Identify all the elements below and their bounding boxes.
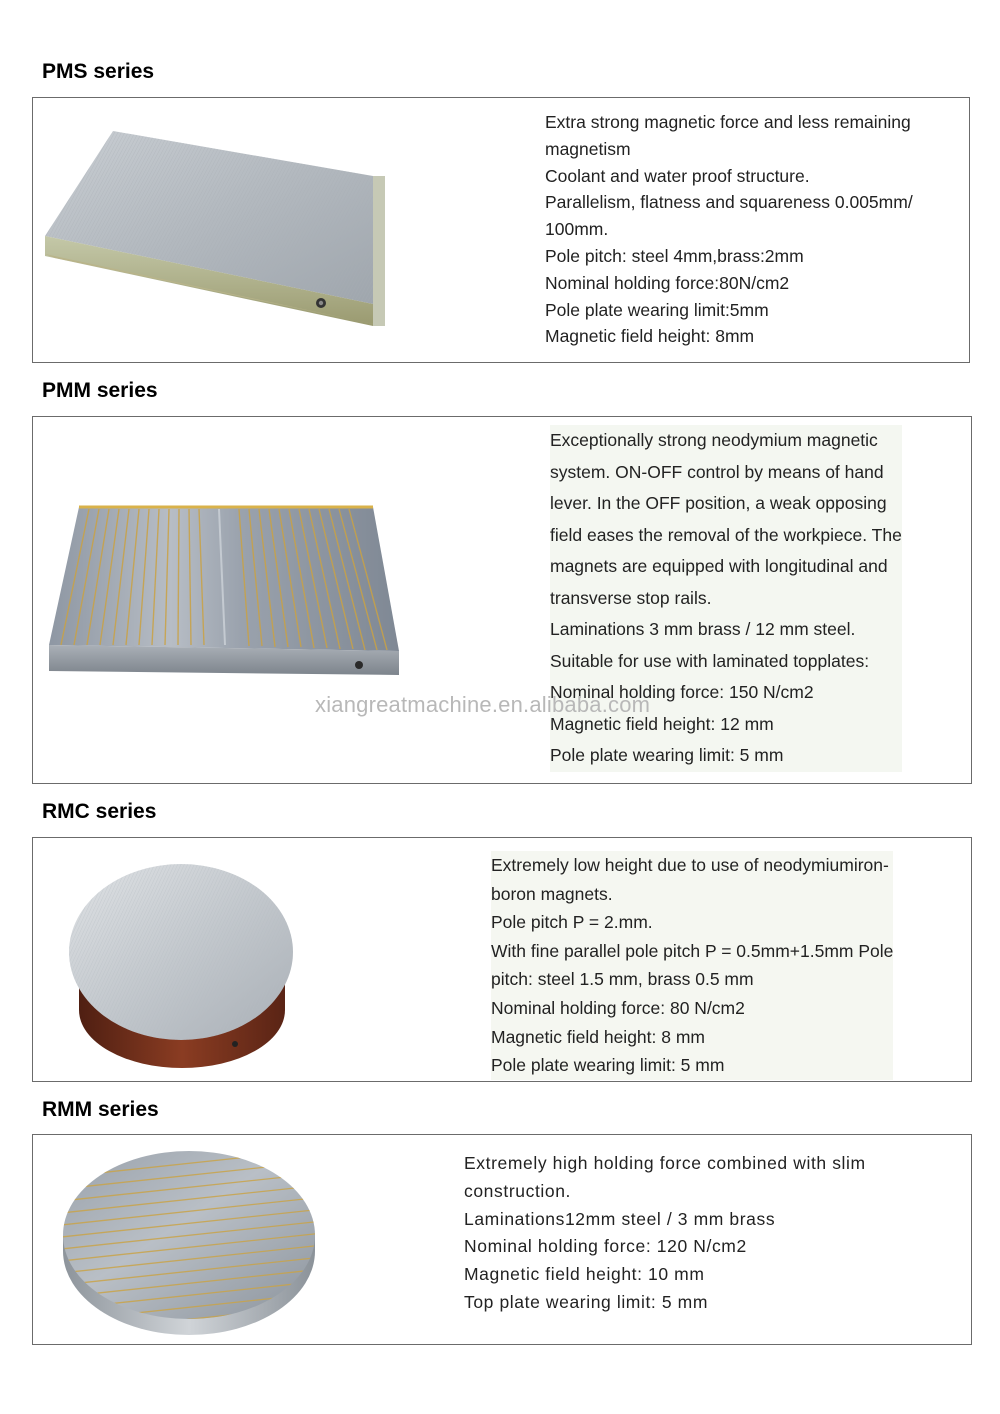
watermark: xiangreatmachine.en.alibaba.com (315, 692, 651, 717)
rmm-desc-line: Nominal holding force: 120 N/cm2 (464, 1236, 747, 1257)
rmm-chuck-image (61, 1147, 323, 1339)
pmm-desc-line: Magnetic field height: 12 mm (550, 713, 774, 734)
pmm-desc-line: Laminations 3 mm brass / 12 mm steel. (550, 619, 856, 639)
product-box-pms (32, 97, 970, 363)
pms-desc-line: Extra strong magnetic force and less remaining (545, 112, 911, 132)
rmc-desc-line: Magnetic field height: 8 mm (491, 1026, 705, 1047)
pmm-desc-line: lever. In the OFF position, a weak opposing (550, 493, 887, 513)
rmc-desc-line: pitch: steel 1.5 mm, brass 0.5 mm (491, 969, 754, 990)
product-box-rmm (32, 1134, 972, 1345)
rmm-description (464, 1150, 866, 1317)
pmm-desc-line: system. ON-OFF control by means of hand (550, 461, 884, 482)
pms-desc-line: Magnetic field height: 8mm (545, 326, 755, 347)
rmc-mounting-hole (232, 1041, 238, 1047)
rmc-desc-line: boron magnets. (491, 883, 613, 904)
rmc-desc-line: Extremely low height due to use of neodymiumiron- (491, 855, 889, 875)
rmm-desc-line: Laminations12mm steel / 3 mm brass (464, 1208, 776, 1229)
pms-desc-line: magnetism (545, 138, 631, 159)
rmc-desc-line: Pole pitch P = 2.mm. (491, 912, 653, 933)
pmm-desc-line: Exceptionally strong neodymium magnetic (550, 430, 878, 450)
section-title-rmm: RMM series (42, 1098, 159, 1121)
rmm-desc-line: Top plate wearing limit: 5 mm (464, 1291, 709, 1312)
rmm-desc-line: construction. (464, 1180, 572, 1201)
pmm-desc-line: transverse stop rails. (550, 587, 712, 608)
rmm-desc-line: Extremely high holding force combined with slim (464, 1153, 866, 1173)
rmc-desc-line: With fine parallel pole pitch P = 0.5mm+1.5mm Pole (491, 940, 894, 961)
rmm-desc-line: Magnetic field height: 10 mm (464, 1264, 705, 1285)
pmm-desc-line: Nominal holding force: 150 N/cm2 (550, 682, 814, 702)
pms-desc-line: Pole plate wearing limit:5mm (545, 299, 769, 320)
rmc-desc-line: Pole plate wearing limit: 5 mm (491, 1055, 725, 1076)
section-title-pms: PMS series (42, 60, 155, 83)
pmm-desc-line: magnets are equipped with longitudinal and (550, 556, 888, 576)
pmm-desc-line: Suitable for use with laminated topplates: (550, 650, 870, 671)
section-title-pmm: PMM series (42, 379, 158, 402)
section-title-rmc: RMC series (42, 800, 157, 823)
pms-description (545, 109, 913, 350)
rmc-chuck-image (67, 860, 297, 1070)
pmm-chuck-image (47, 503, 407, 678)
product-box-pmm (32, 416, 972, 784)
pms-desc-line: Pole pitch: steel 4mm,brass:2mm (545, 245, 804, 266)
pms-desc-line: Coolant and water proof structure. (545, 165, 810, 186)
pmm-description (550, 425, 902, 772)
pms-desc-line: 100mm. (545, 219, 609, 240)
pms-desc-line: Nominal holding force:80N/cm2 (545, 272, 790, 293)
rmc-desc-line: Nominal holding force: 80 N/cm2 (491, 997, 745, 1018)
pms-chuck-image (43, 126, 393, 331)
pms-side-face (373, 176, 385, 326)
pmm-desc-line: Pole plate wearing limit: 5 mm (550, 745, 784, 765)
pmm-lever-hole (355, 661, 363, 669)
pms-desc-line: Parallelism, flatness and squareness 0.005mm/ (545, 192, 913, 213)
product-box-rmc (32, 837, 972, 1082)
rmc-description (491, 851, 893, 1080)
pmm-desc-line: field eases the removal of the workpiece. The (550, 524, 902, 545)
